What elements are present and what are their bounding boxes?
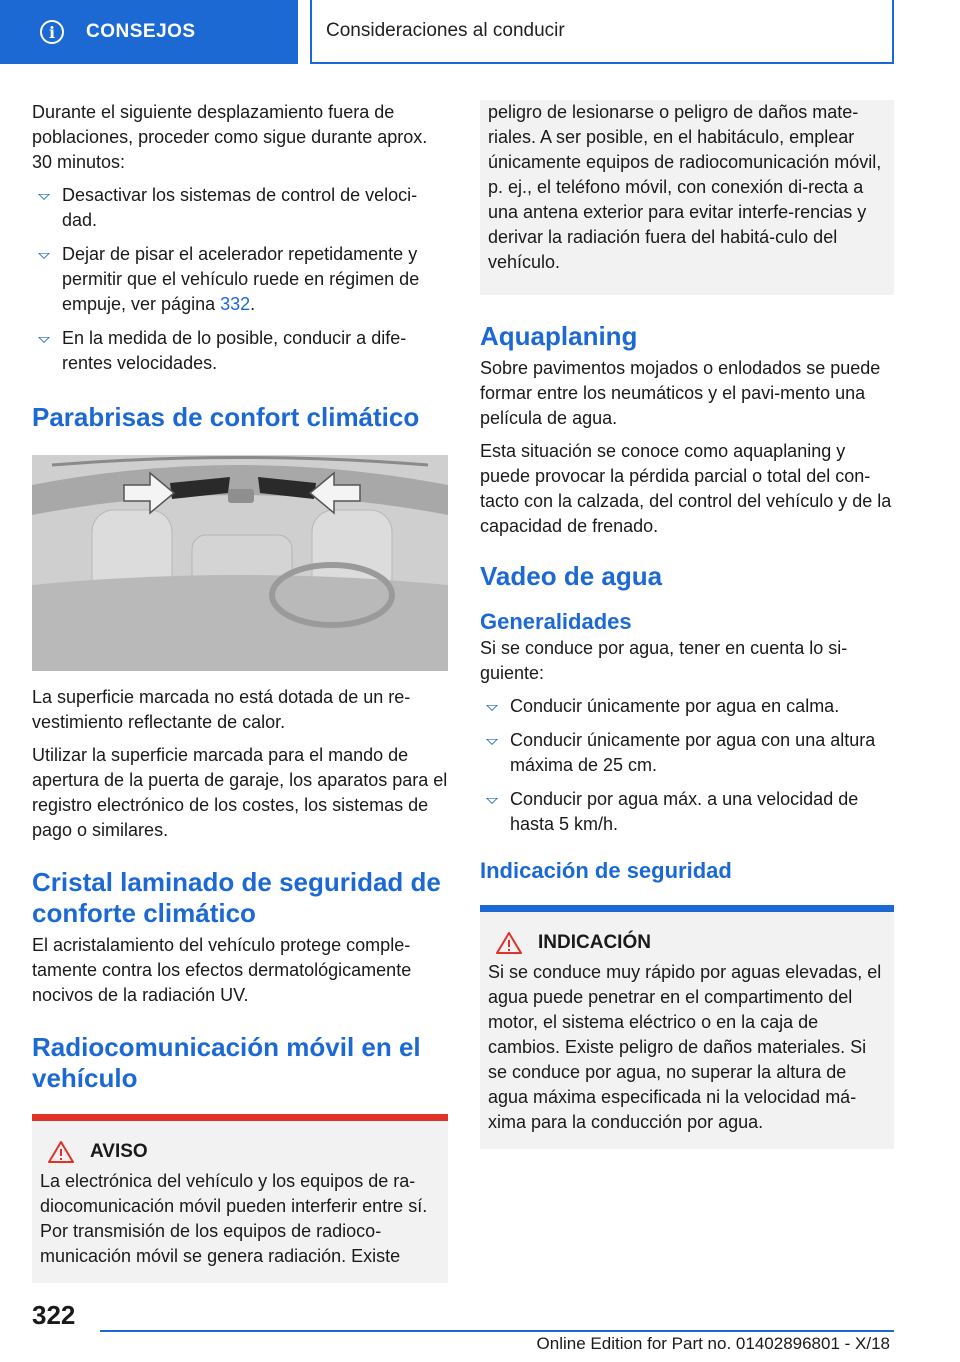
chapter-title: Consideraciones al conducir <box>326 20 565 41</box>
triangle-bullet-icon <box>38 337 50 343</box>
section-tab <box>0 0 298 64</box>
bullet-list <box>32 183 448 376</box>
note-box <box>480 905 894 1149</box>
list-item-text: Desactivar los sistemas de control de veloci‐dad. <box>62 185 418 230</box>
edition-footer: Online Edition for Part no. 01402896801 - X/18 <box>536 1334 890 1353</box>
paragraph-generalidades: Si se conduce por agua, tener en cuenta lo si‐guiente: <box>480 638 848 683</box>
left-column <box>32 100 448 1283</box>
triangle-bullet-icon <box>486 739 498 745</box>
note-text: Si se conduce muy rápido por aguas elevadas, el agua puede penetrar en el compartimento del motor, el sistema eléctrico o en la caja de cambios. Existe peligro de daños materiales. Si se conduce por agua, no superar la altura de agua máxima especificada ni la velocidad má‐xima para la conducción por agua. <box>488 962 882 1132</box>
heading-generalidades: Generalidades <box>480 609 632 634</box>
list-item <box>32 242 448 317</box>
heading-cristal: Cristal laminado de seguridad de conforte climático <box>32 867 441 928</box>
footer-divider <box>100 1330 894 1332</box>
page-number: 322 <box>32 1300 76 1330</box>
list-item <box>32 326 448 376</box>
paragraph-aqua-2: Esta situación se conoce como aquaplaning y puede provocar la pérdida parcial o total del con‐tacto con la calzada, del control del vehículo y de la capacidad de frenado. <box>480 441 892 536</box>
triangle-bullet-icon <box>486 798 498 804</box>
paragraph-superficie: La superficie marcada no está dotada de un re‐vestimiento reflectante de calor. <box>32 687 411 732</box>
warning-text: La electrónica del vehículo y los equipos de ra‐diocomunicación móvil pueden interferir entre sí. Por transmisión de los equipos de radioco‐municación móvil se genera radiación. Existe <box>40 1171 428 1266</box>
list-item <box>480 787 894 837</box>
windshield-illustration <box>32 455 448 671</box>
warning-body <box>32 1169 448 1283</box>
warning-header <box>32 1121 448 1169</box>
heading-vadeo: Vadeo de agua <box>480 561 663 591</box>
heading-radio: Radiocomunicación móvil en el vehículo <box>32 1032 421 1093</box>
info-icon: i <box>40 20 64 44</box>
list-item-text: En la medida de lo posible, conducir a dife‐rentes velocidades. <box>62 328 407 373</box>
note-header <box>480 912 894 960</box>
heading-parabrisas: Parabrisas de confort climático <box>32 402 420 432</box>
list-item <box>32 183 448 233</box>
right-column <box>480 100 894 1149</box>
paragraph-aqua-1: Sobre pavimentos mojados o enlodados se puede formar entre los neumáticos y el pavi‐mento una película de agua. <box>480 358 881 428</box>
list-item <box>480 694 894 719</box>
paragraph-cristal: El acristalamiento del vehículo protege comple‐tamente contra los efectos dermatológicamente nocivos de la radiación UV. <box>32 935 412 1005</box>
warning-box <box>32 1114 448 1283</box>
heading-seguridad: Indicación de seguridad <box>480 858 732 883</box>
triangle-bullet-icon <box>486 705 498 711</box>
paragraph-utilizar: Utilizar la superficie marcada para el mando de apertura de la puerta de garaje, los aparatos para el registro electrónico de los costes, los sistemas de pago o similares. <box>32 745 448 840</box>
water-bullet-list <box>480 694 894 837</box>
triangle-bullet-icon <box>38 194 50 200</box>
note-body <box>480 960 894 1149</box>
note-title: INDICACIÓN <box>538 932 651 953</box>
warning-title: AVISO <box>90 1141 148 1162</box>
car-interior-image <box>32 455 448 671</box>
page-link[interactable]: 332 <box>220 294 251 314</box>
section-label: CONSEJOS <box>86 21 196 42</box>
list-item-text: Conducir por agua máx. a una velocidad de hasta 5 km/h. <box>510 789 859 834</box>
triangle-bullet-icon <box>38 253 50 259</box>
heading-aquaplaning: Aquaplaning <box>480 321 638 351</box>
list-item-end: . <box>250 294 256 314</box>
list-item-text: Conducir únicamente por agua con una altura máxima de 25 cm. <box>510 730 876 775</box>
intro-paragraph: Durante el siguiente desplazamiento fuera de poblaciones, proceder como sigue durante aprox. 30 minutos: <box>32 102 428 172</box>
list-item-text: Dejar de pisar el acelerador repetidamente y permitir que el vehículo ruede en régimen de empuje, ver página <box>62 244 420 314</box>
chapter-header <box>310 0 894 64</box>
list-item <box>480 728 894 778</box>
warning-triangle-icon <box>48 1141 74 1163</box>
warning-triangle-icon <box>496 932 522 954</box>
warning-continuation-text: peligro de lesionarse o peligro de daños mate‐riales. A ser posible, en el habitáculo, emplear únicamente equipos de radiocomunicación móvil, p. ej., el teléfono móvil, con conexión di‐recta a una antena exterior para evitar interfe‐rencias y derivar la radiación fuera del habitá‐culo del vehículo. <box>488 102 882 272</box>
list-item-text: Conducir únicamente por agua en calma. <box>510 696 840 716</box>
warning-continuation <box>480 100 894 295</box>
